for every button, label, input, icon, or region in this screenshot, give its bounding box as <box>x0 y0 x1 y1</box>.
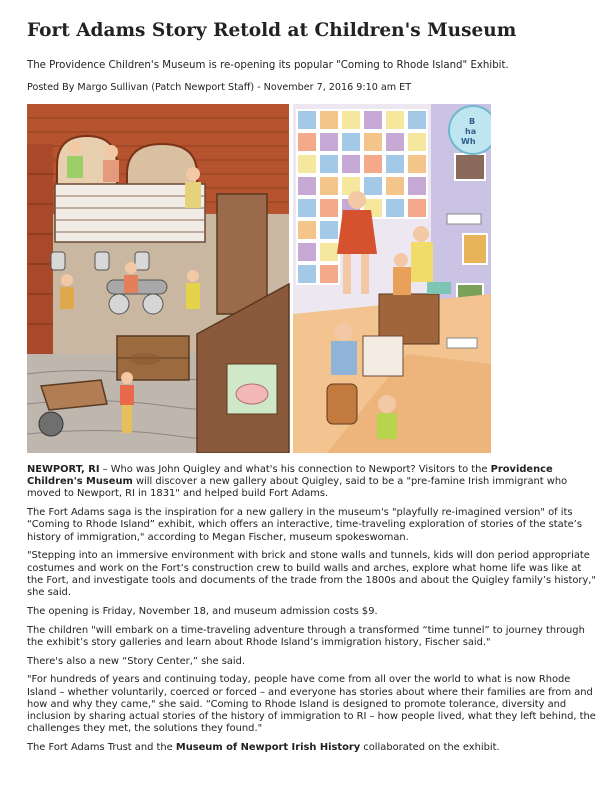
paragraph-text: The Fort Adams Trust and the <box>27 742 176 754</box>
irish-history-link[interactable]: Museum of Newport Irish History <box>175 742 361 754</box>
museum-link[interactable]: Providence Children's Museum <box>27 464 553 488</box>
fort-adams-scene <box>27 104 289 453</box>
paragraph-text: collaborated on the exhibit. <box>360 742 500 754</box>
sign-line: Wh <box>461 137 476 146</box>
article-body <box>27 464 597 761</box>
sign-line: ha <box>465 127 477 136</box>
paragraph: The children "will embark on a time-traveling adventure through a transformed “time tunnel” to journey through the exhibit’s story galleries and learn about Rhode Island’s immigration history, Fischer said." <box>27 624 585 648</box>
paragraph: "For hundreds of years and continuing today, people have come from all over the world to what is now Rhode Island – whether voluntarily, coerced or forced – and everyone has stories about where their families are from and how and why they came," she said. “Coming to Rhode Island is designed to promote tolerance, diversity and inclusion by sharing actual stories of the history of immigration to RI – how people lived, what they left behind, the challenges they met, the solutions they found." <box>27 674 596 735</box>
paragraph <box>27 464 597 501</box>
paragraph <box>27 742 597 754</box>
article-subtitle: The Providence Children's Museum is re-opening its popular "Coming to Rhode Island" Exhibit. <box>27 60 509 71</box>
story-center-scene <box>293 104 491 453</box>
exhibit-illustration <box>27 104 491 453</box>
article-title: Fort Adams Story Retold at Children's Museum <box>27 20 517 41</box>
paragraph-text: – Who was John Quigley and what's his connection to Newport? Visitors to the <box>99 464 491 475</box>
article-byline: Posted By Margo Sullivan (Patch Newport Staff) - November 7, 2016 9:10 am ET <box>27 82 412 93</box>
paragraph: "Stepping into an immersive environment with brick and stone walls and tunnels, kids will don period appropriate costumes and work on the Fort’s construction crew to build walls and arches, explore what home life was like at the Fort, and investigate tools and documents of the trade from the 1800s and about the Quigley family’s history," she said. <box>27 550 596 599</box>
paragraph-text: will discover a new gallery about Quigley, said to be a "pre-famine Irish immigrant who moved to Newport, RI in 1831" and helped build Fort Adams. <box>27 476 568 500</box>
paragraph: There's also a new “Story Center,” she said. <box>27 655 246 667</box>
paragraph: The opening is Friday, November 18, and museum admission costs $9. <box>27 605 378 617</box>
dateline: NEWPORT, RI <box>27 464 100 475</box>
sign-line: B <box>469 117 476 126</box>
paragraph: The Fort Adams saga is the inspiration for a new gallery in the museum's "playfully re-imagined version" of its “Coming to Rhode Island” exhibit, which offers an interactive, time-traveling exploration of stories of the state’s history of immigration," according to Megan Fischer, museum spokeswoman. <box>27 507 582 543</box>
